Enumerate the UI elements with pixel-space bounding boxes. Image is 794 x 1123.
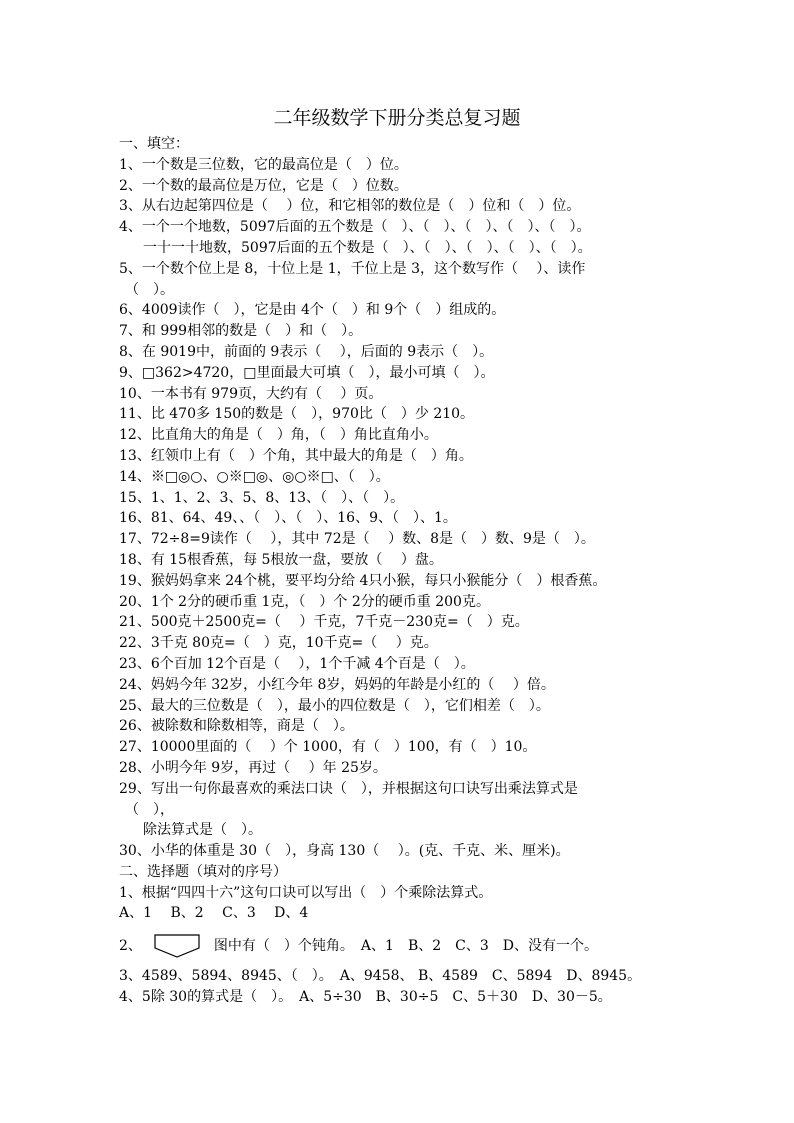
question-line: 7、和 999相邻的数是（ ）和（ ）。 (119, 323, 363, 340)
question-line: 20、1个 2分的硬币重 1克，（ ）个 2分的硬币重 200克。 (119, 593, 490, 610)
choice-section-rest (119, 966, 689, 1008)
question-line: 16、81、64、49、、（ ）、（ ）、16、9、（ ）、1。 (119, 510, 457, 527)
question-line: 3、从右边起第四位是（ ）位，和它相邻的数位是（ ）位和（ ）位。 (119, 198, 581, 215)
question-line: 24、妈妈今年 32岁，小红今年 8岁，妈妈的年龄是小红的（ ）倍。 (119, 676, 555, 693)
question-line: 5、一个数个位上是 8，十位上是 1，千位上是 3，这个数写作（ ）、读作 (119, 260, 586, 277)
question-line: 12、比直角大的角是（ ）角，（ ）角比直角小。 (119, 427, 438, 444)
worksheet-body (119, 134, 689, 1008)
question-line: 18、有 15根香蕉，每 5根放一盘，要放（ ）盘。 (119, 551, 443, 568)
question-line: 27、10000里面的（ ）个 1000，有（ ）100，有（ ）10。 (119, 739, 537, 756)
question-line: 21、500克＋2500克=（ ）千克，7千克－230克=（ ）克。 (119, 614, 529, 631)
question-line: 6、4009读作（ ），它是由 4个（ ）和 9个（ ）组成的。 (119, 302, 506, 319)
question-with-figure (119, 924, 689, 966)
question-line: 4、一个一个地数，5097后面的五个数是（ ）、（ ）、（ ）、（ ）、（ ）。 (119, 219, 591, 236)
question-line: 1、一个数是三位数，它的最高位是（ ）位。 (119, 156, 408, 173)
question-text: 图中有（ ）个钝角。 A、1 B、2 C、3 D、没有一个。 (213, 938, 598, 955)
question-line: 一十一十地数，5097后面的五个数是（ ）、（ ）、（ ）、（ ）、（ ）。 (143, 239, 592, 256)
question-number: 2、 (119, 938, 142, 955)
page-title: 二年级数学下册分类总复习题 (273, 107, 521, 129)
question-line: （ ）。 (125, 281, 174, 298)
question-line: 13、红领巾上有（ ）个角，其中最大的角是（ ）角。 (119, 447, 473, 464)
question-line: A、1 B、2 C、3 D、4 (119, 905, 309, 922)
question-line: 22、3千克 80克=（ ）克，10千克=（ ）克。 (119, 635, 438, 652)
pentagon-shape-icon (154, 932, 200, 958)
question-line: 26、被除数和除数相等，商是（ ）。 (119, 718, 354, 735)
question-line: 23、6个百加 12个百是（ ），1个千减 4个百是（ ）。 (119, 655, 475, 672)
question-line: 2、一个数的最高位是万位，它是（ ）位数。 (119, 177, 408, 194)
question-line: 3、4589、5894、8945、（ ）。 A、9458、 B、4589 C、5894 D、8945。 (119, 968, 642, 985)
question-line: 10、一本书有 979页，大约有（ ）页。 (119, 385, 383, 402)
question-line: 除法算式是（ ）。 (143, 822, 262, 839)
question-line: 14、※□◎○、○※□◎、◎○※□、（ ）。 (119, 468, 390, 485)
question-line: 1、根据“四四十六”这句口诀可以写出（ ）个乘除法算式。 (119, 884, 493, 901)
question-line: 17、72÷8=9读作（ ），其中 72是（ ）数、8是（ ）数、9是（ ）。 (119, 531, 595, 548)
question-line: 19、猴妈妈拿来 24个桃，要平均分给 4只小猴，每只小猴能分（ ）根香蕉。 (119, 572, 607, 589)
question-line: 一、填空： (119, 136, 189, 152)
question-line: 25、最大的三位数是（ ），最小的四位数是（ ），它们相差（ ）。 (119, 697, 550, 714)
question-line: 15、1、1、2、3、5、8、13、（ ）、（ ）。 (119, 489, 405, 506)
question-line: 8、在 9019中，前面的 9表示（ ），后面的 9表示（ ）。 (119, 343, 494, 360)
question-line: 29、写出一句你最喜欢的乘法口诀（ ），并根据这句口诀写出乘法算式是 (119, 780, 578, 797)
question-line: 30、小华的体重是 30（ ），身高 130（ ）。(克、千克、米、厘米)。 (119, 843, 570, 860)
question-line: 28、小明今年 9岁，再过（ ）年 25岁。 (119, 759, 387, 776)
question-line: 4、5除 30的算式是（ ）。 A、5÷30 B、30÷5 C、5＋30 D、30－5。 (119, 989, 612, 1006)
question-line: 二、选择题（填对的序号） (119, 863, 287, 880)
fill-in-section (119, 134, 689, 924)
question-line: 11、比 470多 150的数是（ ），970比（ ）少 210。 (119, 406, 475, 423)
question-line: 9、□362>4720，□里面最大可填（ ），最小可填（ ）。 (119, 364, 495, 381)
question-line: （ ）， (125, 801, 174, 818)
